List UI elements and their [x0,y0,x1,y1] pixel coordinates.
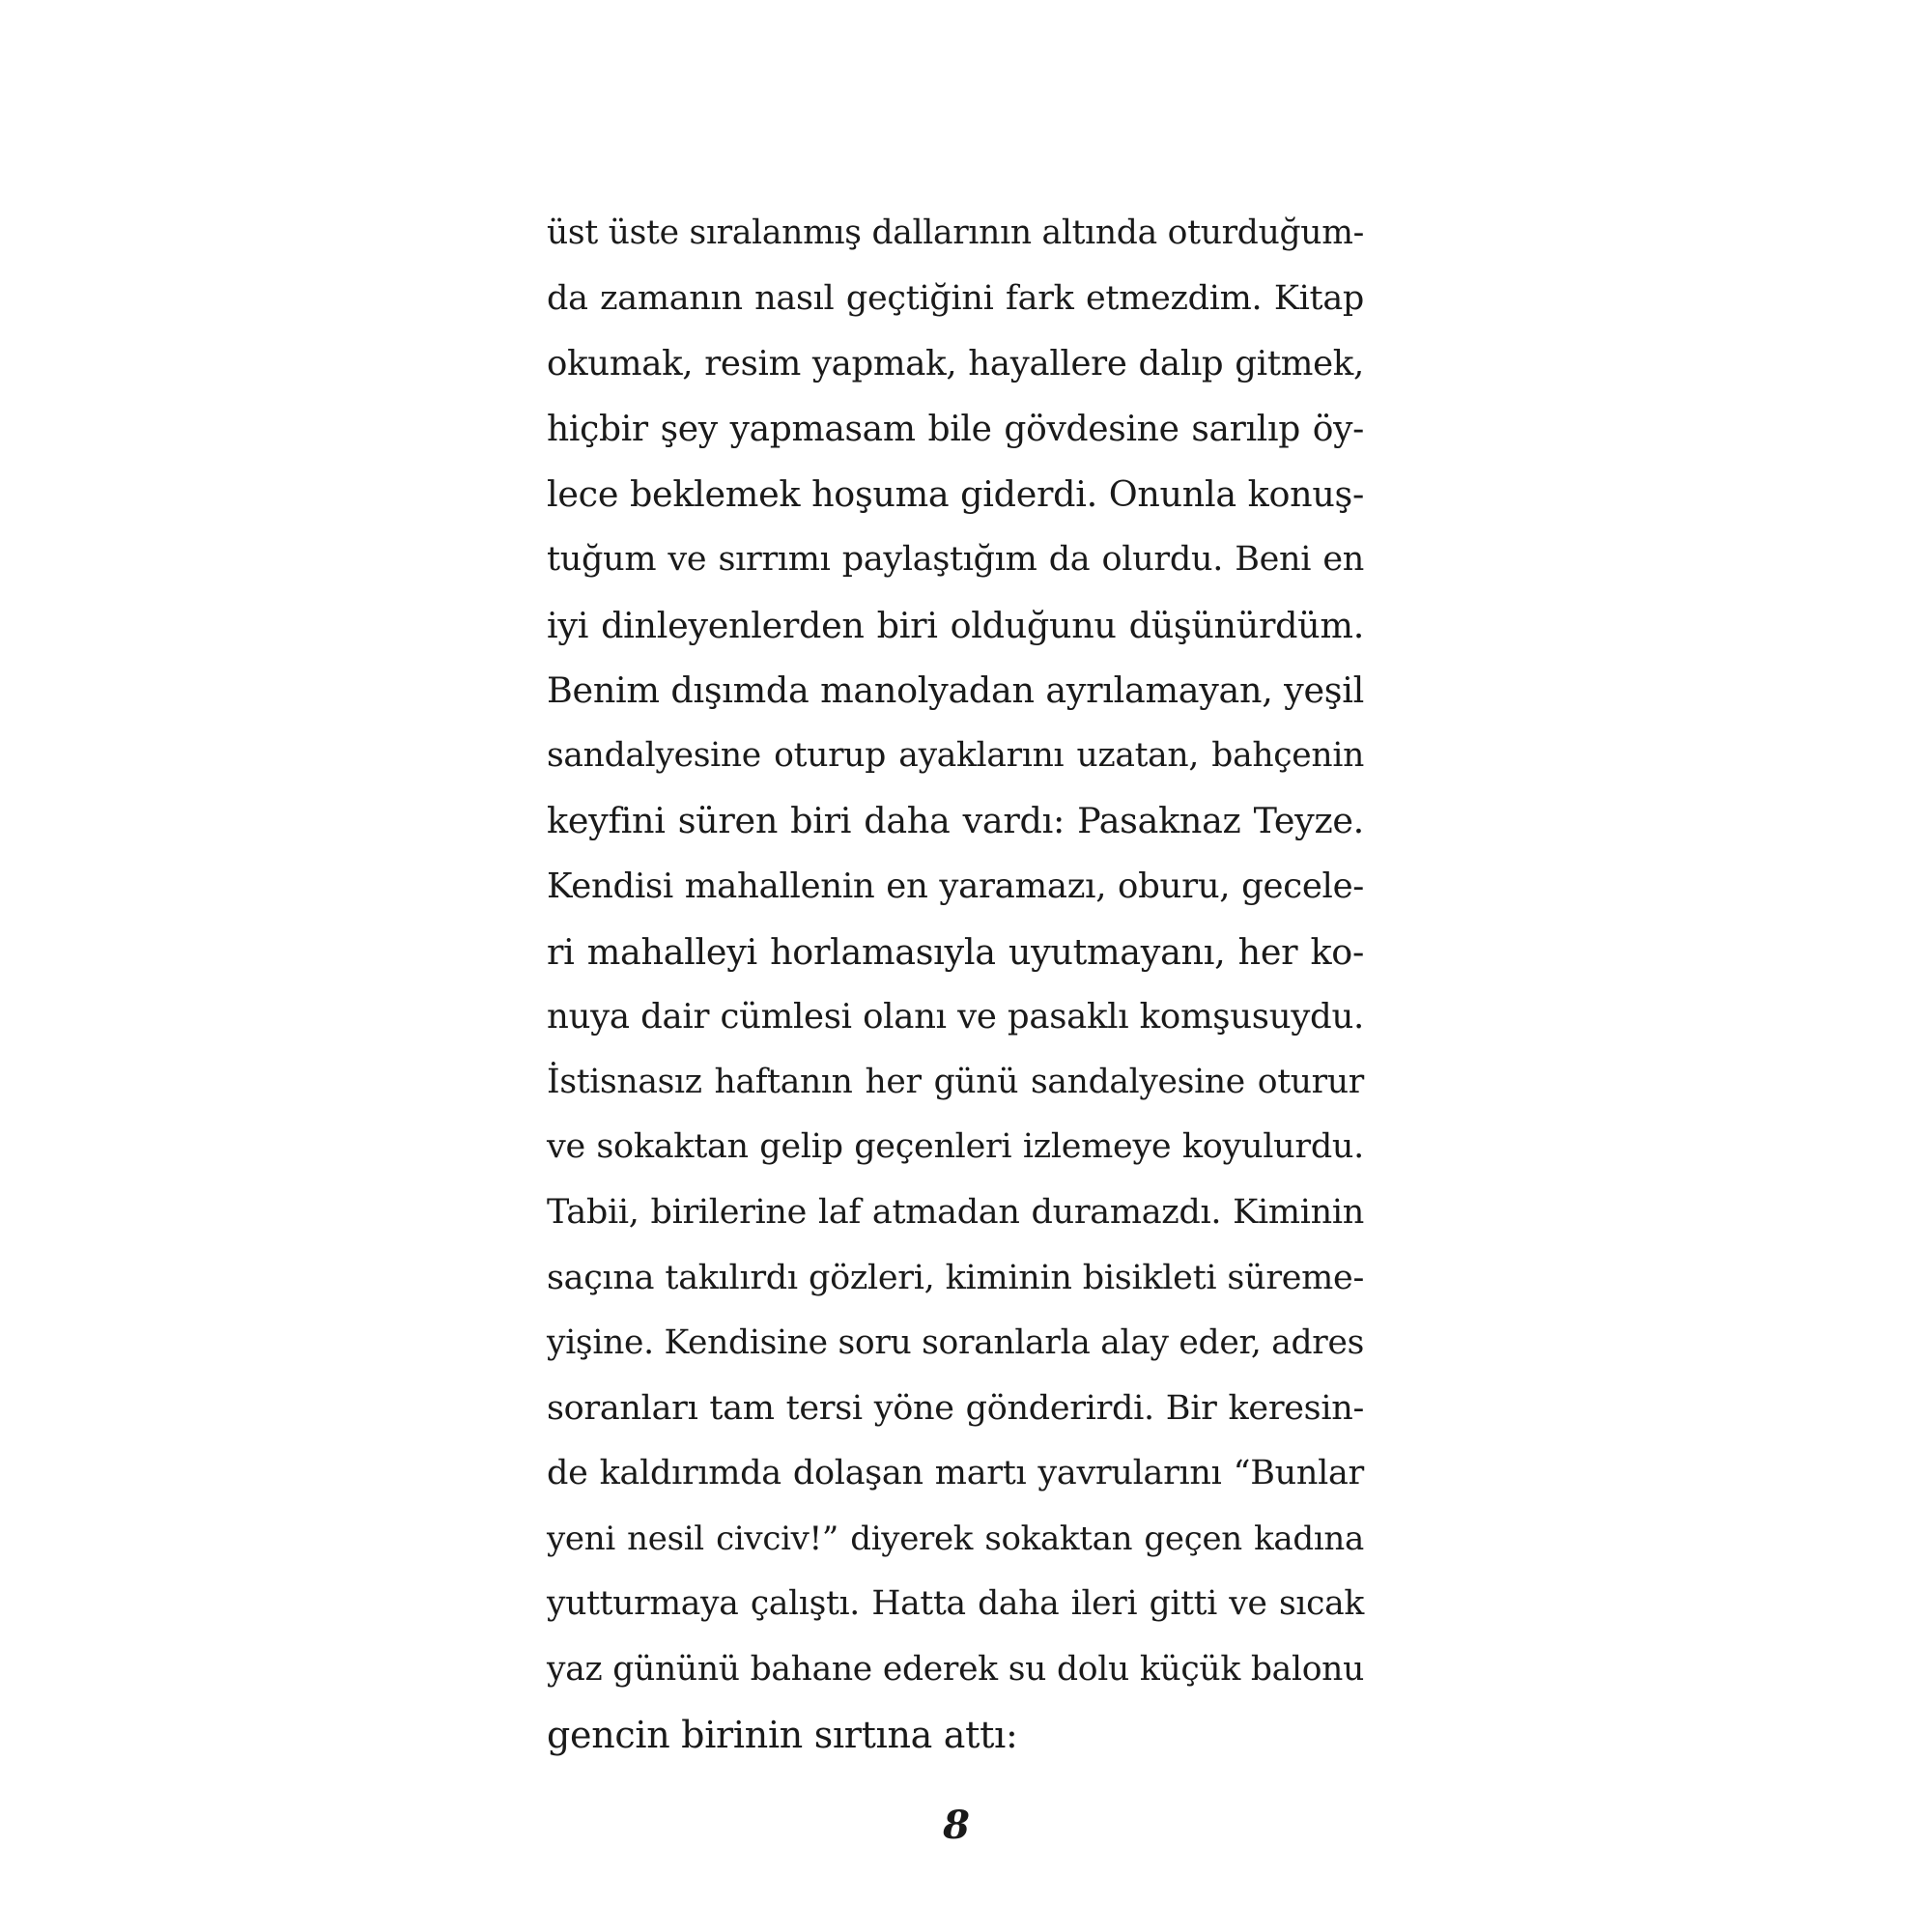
text-line: hiçbir şey yapmasam bile gövdesine sarılıp öy- [547,409,1364,449]
text-line: Benim dışımda manolyadan ayrılamayan, yeşil [547,669,1364,712]
body-text [547,201,1364,1768]
text-line: sandalyesine oturup ayaklarını uzatan, bahçenin [547,735,1364,775]
text-line: tuğum ve sırrımı paylaştığım da olurdu. Beni en [547,539,1364,579]
text-line: Kendisi mahallenin en yaramazı, oburu, gecele- [547,866,1364,906]
text-line: iyi dinleyenlerden biri olduğunu düşünürdüm. [547,604,1364,646]
text-line: İstisnasız haftanın her günü sandalyesine oturur [547,1062,1364,1101]
text-line: gencin birinin sırtına attı: [547,1713,1018,1756]
text-line: okumak, resim yapmak, hayallere dalıp gitmek, [547,344,1364,384]
text-line: lece beklemek hoşuma giderdi. Onunla konuş- [547,473,1364,516]
text-line: üst üste sıralanmış dallarının altında oturduğum- [547,213,1364,252]
text-line: Tabii, birilerine laf atmadan duramazdı. Kiminin [547,1192,1364,1232]
text-line: yaz gününü bahane ederek su dolu küçük balonu [547,1650,1364,1690]
text-line: yeni nesil civciv!” diyerek sokaktan geçen kadına [547,1519,1364,1558]
text-line: nuya dair cümlesi olanı ve pasaklı komşusuydu. [547,997,1364,1037]
page-number: 8 [943,1803,970,1848]
text-line: da zamanın nasıl geçtiğini fark etmezdim. Kitap [547,278,1364,318]
text-line: ve sokaktan gelip geçenleri izlemeye koyulurdu. [547,1127,1364,1167]
text-line: yişine. Kendisine soru soranlarla alay eder, adres [547,1323,1364,1363]
text-line: yutturmaya çalıştı. Hatta daha ileri gitti ve sıcak [547,1584,1364,1624]
text-line: ri mahalleyi horlamasıyla uyutmayanı, her ko- [547,930,1364,973]
text-line: saçına takılırdı gözleri, kiminin bisikleti süreme- [547,1258,1364,1297]
text-line: keyfini süren biri daha vardı: Pasaknaz Teyze. [547,800,1364,842]
text-line: soranları tam tersi yöne gönderirdi. Bir keresin- [547,1388,1364,1428]
text-line: de kaldırımda dolaşan martı yavrularını “Bunlar [547,1454,1364,1493]
